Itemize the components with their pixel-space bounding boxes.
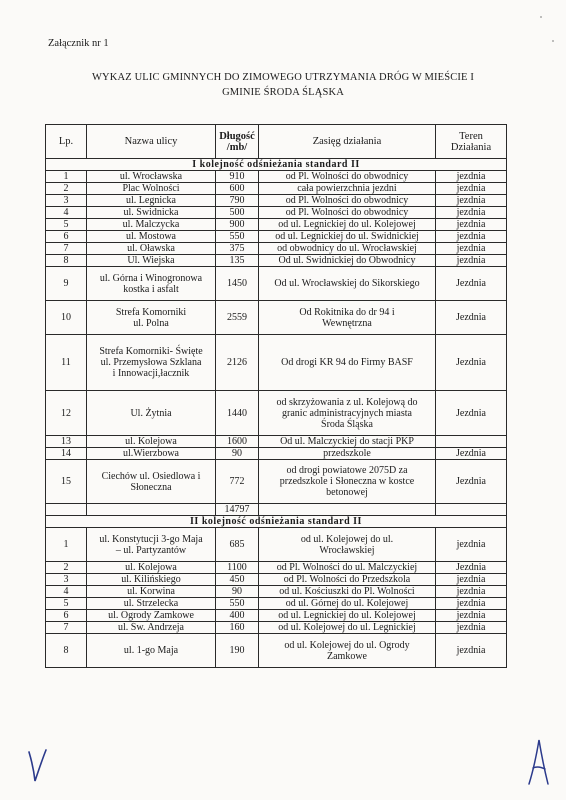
cell-lp: 11 — [46, 335, 87, 391]
cell-range: Od drogi KR 94 do Firmy BASF — [259, 335, 436, 391]
cell-lp: 3 — [46, 195, 87, 207]
table-row — [46, 195, 507, 207]
cell-length: 550 — [216, 598, 259, 610]
cell-length: 160 — [216, 622, 259, 634]
table-row — [46, 634, 507, 668]
cell-lp: 2 — [46, 562, 87, 574]
header-street-name: Nazwa ulicy — [87, 125, 216, 159]
cell-street-name: ul. Malczycka — [87, 219, 216, 231]
cell-length: 2559 — [216, 301, 259, 335]
cell-street-name: ul.Wierzbowa — [87, 448, 216, 460]
roads-table — [45, 124, 507, 668]
cell-length: 90 — [216, 586, 259, 598]
cell-lp: 14 — [46, 448, 87, 460]
cell-lp: 8 — [46, 255, 87, 267]
cell-range: od Pl. Wolności do obwodnicy — [259, 207, 436, 219]
cell-area: Jezdnia — [436, 562, 507, 574]
cell-lp: 4 — [46, 586, 87, 598]
cell-street-name: ul. Korwina — [87, 586, 216, 598]
cell-lp: 6 — [46, 231, 87, 243]
cell-range: cała powierzchnia jezdni — [259, 183, 436, 195]
cell-area: jezdnia — [436, 195, 507, 207]
cell-range: od ul. Legnickiej do ul. Kolejowej — [259, 610, 436, 622]
handwritten-mark-left — [26, 748, 48, 784]
cell-length: 685 — [216, 528, 259, 562]
scan-speck — [552, 40, 554, 42]
cell-street-name: Ul. Wiejska — [87, 255, 216, 267]
title-line-2: GMINIE ŚRODA ŚLĄSKA — [222, 87, 344, 98]
cell-lp: 10 — [46, 301, 87, 335]
table-row — [46, 598, 507, 610]
cell-street-name: ul. 1-go Maja — [87, 634, 216, 668]
cell-lp: 7 — [46, 622, 87, 634]
table-row — [46, 574, 507, 586]
table-row — [46, 436, 507, 448]
table-header-row — [46, 125, 507, 159]
cell-range: od ul. Górnej do ul. Kolejowej — [259, 598, 436, 610]
cell-street-name: ul. Mostowa — [87, 231, 216, 243]
cell-street-name: ul. Oławska — [87, 243, 216, 255]
cell-range: Od Rokitnika do dr 94 i Wewnętrzna — [259, 301, 436, 335]
section-title: I kolejność odśnieżania standard II — [46, 159, 507, 171]
header-range: Zasięg działania — [259, 125, 436, 159]
table-body — [46, 159, 507, 668]
cell-area: jezdnia — [436, 622, 507, 634]
attachment-label: Załącznik nr 1 — [48, 38, 109, 49]
cell-area — [436, 436, 507, 448]
table-row — [46, 255, 507, 267]
cell-lp: 8 — [46, 634, 87, 668]
cell-street-name: ul. Konstytucji 3-go Maja – ul. Partyzantów — [87, 528, 216, 562]
table-row — [46, 183, 507, 195]
cell-area: jezdnia — [436, 183, 507, 195]
cell-area: jezdnia — [436, 255, 507, 267]
cell-lp: 9 — [46, 267, 87, 301]
cell-street-name: ul. Ogrody Zamkowe — [87, 610, 216, 622]
cell-street-name: ul. Świdnicka — [87, 207, 216, 219]
cell-area: jezdnia — [436, 171, 507, 183]
total-row — [46, 504, 507, 516]
cell-street-name: Strefa Komorniki- Święte ul. Przemysłowa Szklana i Innowacji,łacznik — [87, 335, 216, 391]
cell-area: Jezdnia — [436, 391, 507, 436]
cell-street-name: Ul. Żytnia — [87, 391, 216, 436]
cell-length: 500 — [216, 207, 259, 219]
cell-street-name: ul. Wrocławska — [87, 171, 216, 183]
cell-length: 600 — [216, 183, 259, 195]
cell-length: 450 — [216, 574, 259, 586]
cell-range: od Pl. Wolności do obwodnicy — [259, 195, 436, 207]
cell-area: jezdnia — [436, 219, 507, 231]
cell-range: od Pl. Wolności do ul. Malczyckiej — [259, 562, 436, 574]
cell-length: 2126 — [216, 335, 259, 391]
table-row — [46, 231, 507, 243]
cell-length: 1440 — [216, 391, 259, 436]
cell-area: Jezdnia — [436, 335, 507, 391]
cell-area: Jezdnia — [436, 460, 507, 504]
cell-street-name: ul. Św. Andrzeja — [87, 622, 216, 634]
cell-area: jezdnia — [436, 574, 507, 586]
cell-area: jezdnia — [436, 207, 507, 219]
cell-lp: 4 — [46, 207, 87, 219]
table-row — [46, 586, 507, 598]
cell-range: od ul. Legnickiej do ul. Świdnickiej — [259, 231, 436, 243]
table-row — [46, 562, 507, 574]
empty-cell — [259, 504, 436, 516]
cell-range: od drogi powiatowe 2075D za przedszkole i Słoneczna w kostce betonowej — [259, 460, 436, 504]
table-row — [46, 448, 507, 460]
table-row — [46, 243, 507, 255]
cell-area: jezdnia — [436, 598, 507, 610]
cell-length: 910 — [216, 171, 259, 183]
cell-range: od ul. Kościuszki do Pl. Wolności — [259, 586, 436, 598]
cell-street-name: ul. Kolejowa — [87, 562, 216, 574]
cell-range: Od ul. Świdnickiej do Obwodnicy — [259, 255, 436, 267]
cell-range: od Pl. Wolności do obwodnicy — [259, 171, 436, 183]
handwritten-initials-right — [526, 738, 550, 786]
cell-range: od ul. Kolejowej do ul. Ogrody Zamkowe — [259, 634, 436, 668]
cell-range: Od ul. Malczyckiej do stacji PKP — [259, 436, 436, 448]
cell-range: od ul. Kolejowej do ul. Wrocławskiej — [259, 528, 436, 562]
cell-length: 375 — [216, 243, 259, 255]
table-row — [46, 622, 507, 634]
cell-street-name: ul. Strzelecka — [87, 598, 216, 610]
cell-area: jezdnia — [436, 610, 507, 622]
scan-speck — [540, 16, 542, 18]
cell-range: Od ul. Wrocławskiej do Sikorskiego — [259, 267, 436, 301]
cell-range: od skrzyżowania z ul. Kolejową do granic administracyjnych miasta Środa Śląska — [259, 391, 436, 436]
cell-lp: 5 — [46, 219, 87, 231]
cell-range: przedszkole — [259, 448, 436, 460]
cell-lp: 1 — [46, 528, 87, 562]
cell-range: od ul. Legnickiej do ul. Kolejowej — [259, 219, 436, 231]
cell-lp: 3 — [46, 574, 87, 586]
header-length: Długość /mb/ — [216, 125, 259, 159]
cell-length: 190 — [216, 634, 259, 668]
empty-cell — [436, 504, 507, 516]
table-row — [46, 528, 507, 562]
cell-length: 135 — [216, 255, 259, 267]
cell-street-name: ul. Kolejowa — [87, 436, 216, 448]
empty-cell — [46, 504, 87, 516]
cell-area: jezdnia — [436, 634, 507, 668]
cell-lp: 13 — [46, 436, 87, 448]
cell-area: jezdnia — [436, 231, 507, 243]
cell-street-name: ul. Legnicka — [87, 195, 216, 207]
cell-area: jezdnia — [436, 243, 507, 255]
section-title: II kolejność odśnieżania standard II — [46, 516, 507, 528]
cell-length: 90 — [216, 448, 259, 460]
header-lp: Lp. — [46, 125, 87, 159]
cell-length: 1450 — [216, 267, 259, 301]
section-1-header-row — [46, 159, 507, 171]
table-row — [46, 391, 507, 436]
cell-length: 1100 — [216, 562, 259, 574]
header-area: Teren Działania — [436, 125, 507, 159]
cell-street-name: Strefa Komorniki ul. Polna — [87, 301, 216, 335]
table-row — [46, 460, 507, 504]
cell-area: jezdnia — [436, 586, 507, 598]
table-row — [46, 335, 507, 391]
cell-street-name: ul. Górna i Winogronowa kostka i asfalt — [87, 267, 216, 301]
title-line-1: WYKAZ ULIC GMINNYCH DO ZIMOWEGO UTRZYMANIA DRÓG W MIEŚCIE I — [91, 72, 475, 83]
document-title — [30, 70, 536, 100]
cell-length: 550 — [216, 231, 259, 243]
table-row — [46, 207, 507, 219]
table-row — [46, 610, 507, 622]
empty-cell — [87, 504, 216, 516]
table-row — [46, 171, 507, 183]
cell-street-name: Plac Wolności — [87, 183, 216, 195]
table-row — [46, 301, 507, 335]
cell-length: 1600 — [216, 436, 259, 448]
cell-area: jezdnia — [436, 528, 507, 562]
cell-length: 790 — [216, 195, 259, 207]
cell-lp: 5 — [46, 598, 87, 610]
cell-length: 772 — [216, 460, 259, 504]
cell-lp: 1 — [46, 171, 87, 183]
cell-lp: 7 — [46, 243, 87, 255]
cell-lp: 6 — [46, 610, 87, 622]
cell-street-name: Ciechów ul. Osiedlowa i Słoneczna — [87, 460, 216, 504]
cell-area: Jezdnia — [436, 267, 507, 301]
cell-range: od Pl. Wolności do Przedszkola — [259, 574, 436, 586]
cell-street-name: ul. Kilińskiego — [87, 574, 216, 586]
total-length: 14797 — [216, 504, 259, 516]
cell-area: Jezdnia — [436, 301, 507, 335]
cell-lp: 2 — [46, 183, 87, 195]
cell-lp: 12 — [46, 391, 87, 436]
table-row — [46, 219, 507, 231]
section-2-header-row — [46, 516, 507, 528]
cell-range: od ul. Kolejowej do ul. Legnickiej — [259, 622, 436, 634]
cell-range: od obwodnicy do ul. Wrocławskiej — [259, 243, 436, 255]
cell-length: 900 — [216, 219, 259, 231]
cell-length: 400 — [216, 610, 259, 622]
cell-lp: 15 — [46, 460, 87, 504]
table-row — [46, 267, 507, 301]
cell-area: Jezdnia — [436, 448, 507, 460]
